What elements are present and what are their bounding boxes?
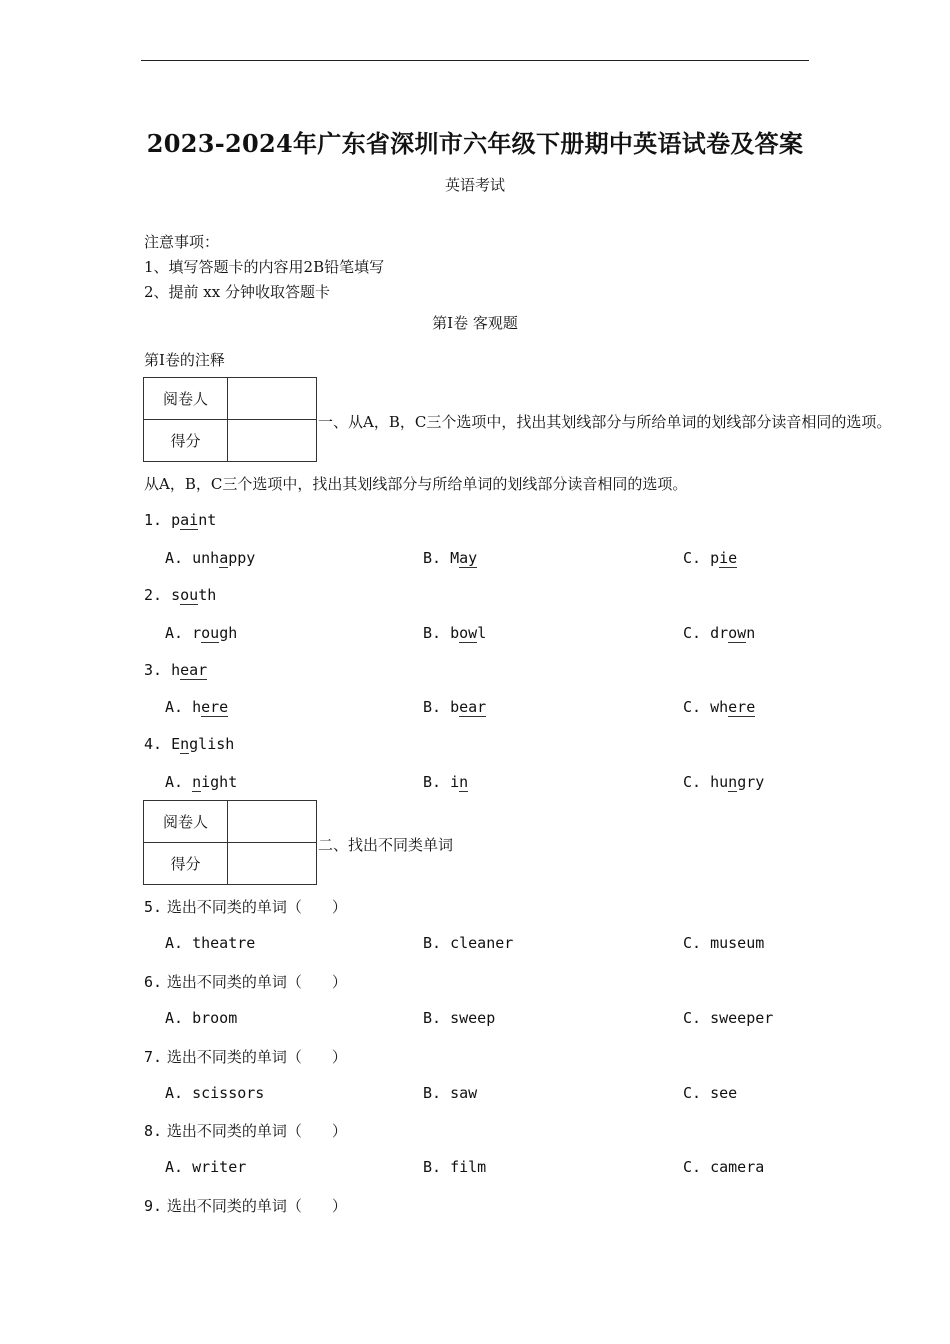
q4-option-a: A. night bbox=[165, 773, 238, 791]
question-7: 7. 选出不同类的单词（ ） bbox=[144, 1048, 347, 1066]
q2-option-c: C. drown bbox=[683, 624, 756, 642]
grader-label: 阅卷人 bbox=[144, 378, 228, 420]
score-cell bbox=[228, 843, 317, 885]
page-title: 2023-2024年广东省深圳市六年级下册期中英语试卷及答案 bbox=[146, 129, 804, 158]
grader-label: 阅卷人 bbox=[144, 801, 228, 843]
q5-option-c: C. museum bbox=[683, 934, 765, 952]
score-cell bbox=[228, 420, 317, 462]
volume-note: 第Ⅰ卷的注释 bbox=[144, 351, 225, 369]
notice-heading: 注意事项： bbox=[144, 233, 220, 251]
q2-option-b: B. bowl bbox=[423, 624, 487, 642]
q6-option-b: B. sweep bbox=[423, 1009, 496, 1027]
question-5: 5. 选出不同类的单词（ ） bbox=[144, 898, 347, 916]
q4-option-b: B. in bbox=[423, 773, 469, 791]
score-table-2 bbox=[143, 800, 317, 885]
q1-option-c: C. pie bbox=[683, 549, 738, 567]
q3-option-b: B. bear bbox=[423, 698, 487, 716]
q3-option-a: A. here bbox=[165, 698, 229, 716]
q6-option-c: C. sweeper bbox=[683, 1009, 774, 1027]
q2-option-a: A. rough bbox=[165, 624, 238, 642]
q7-option-a: A. scissors bbox=[165, 1084, 265, 1102]
question-2: 2. south bbox=[144, 586, 217, 604]
notice-line-1: 1、填写答题卡的内容用2B铅笔填写 bbox=[144, 258, 385, 276]
score-label: 得分 bbox=[144, 420, 228, 462]
q4-option-c: C. hungry bbox=[683, 773, 765, 791]
q5-option-b: B. cleaner bbox=[423, 934, 514, 952]
question-9: 9. 选出不同类的单词（ ） bbox=[144, 1197, 347, 1215]
q8-option-b: B. film bbox=[423, 1158, 487, 1176]
score-label: 得分 bbox=[144, 843, 228, 885]
q1-option-a: A. unhappy bbox=[165, 549, 256, 567]
section-1-instruction: 从A，B，C三个选项中，找出其划线部分与所给单词的划线部分读音相同的选项。 bbox=[144, 475, 688, 493]
q5-option-a: A. theatre bbox=[165, 934, 256, 952]
question-3: 3. hear bbox=[144, 661, 208, 679]
grader-cell bbox=[228, 801, 317, 843]
q7-option-b: B. saw bbox=[423, 1084, 478, 1102]
score-table-1 bbox=[143, 377, 317, 462]
header-rule bbox=[141, 60, 809, 61]
section-2-heading: 二、找出不同类单词 bbox=[318, 836, 454, 854]
q8-option-c: C. camera bbox=[683, 1158, 765, 1176]
q6-option-a: A. broom bbox=[165, 1009, 238, 1027]
volume-title: 第Ⅰ卷 客观题 bbox=[432, 314, 518, 332]
q3-option-c: C. where bbox=[683, 698, 756, 716]
notice-line-2: 2、提前 xx 分钟收取答题卡 bbox=[144, 283, 330, 301]
question-6: 6. 选出不同类的单词（ ） bbox=[144, 973, 347, 991]
q1-option-b: B. May bbox=[423, 549, 478, 567]
q7-option-c: C. see bbox=[683, 1084, 738, 1102]
grader-cell bbox=[228, 378, 317, 420]
section-1-heading: 一、从A，B，C三个选项中，找出其划线部分与所给单词的划线部分读音相同的选项。 bbox=[318, 413, 892, 431]
question-1: 1. paint bbox=[144, 511, 217, 529]
page-subtitle: 英语考试 bbox=[444, 176, 505, 194]
question-4: 4. English bbox=[144, 735, 235, 753]
question-8: 8. 选出不同类的单词（ ） bbox=[144, 1122, 347, 1140]
q8-option-a: A. writer bbox=[165, 1158, 247, 1176]
